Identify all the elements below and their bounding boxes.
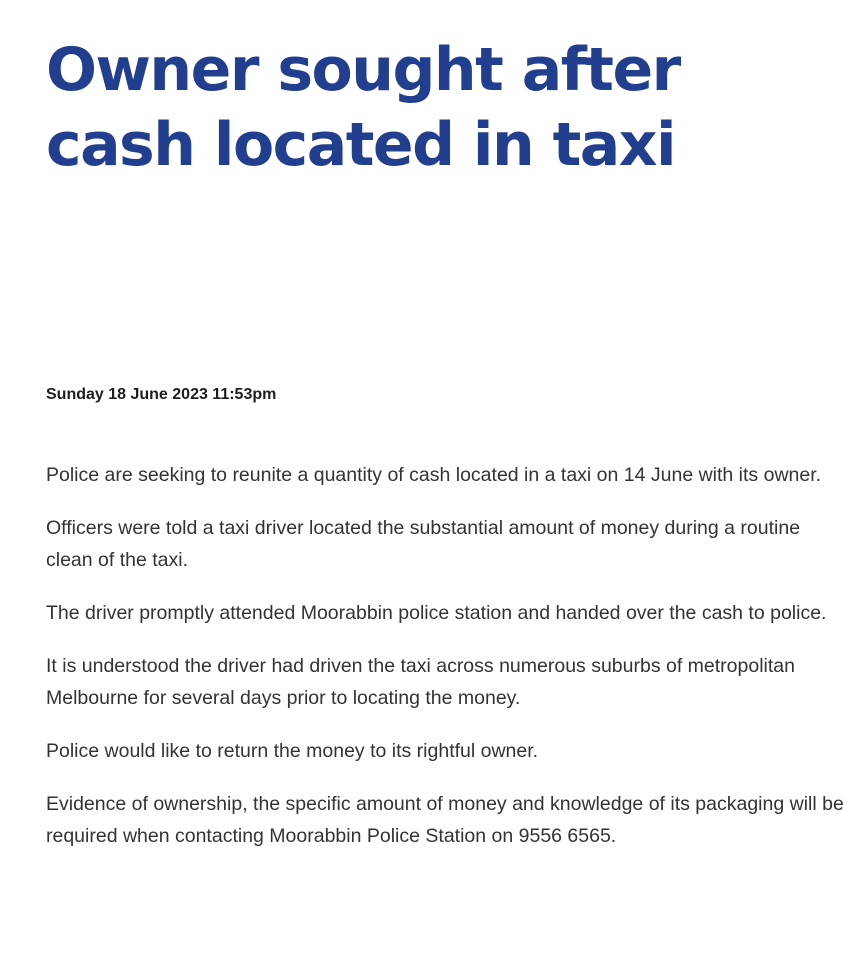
article-paragraph: Evidence of ownership, the specific amount of money and knowledge of its packaging will be required when contacting Moorabbin Police Station on 9556 6565. — [46, 793, 844, 847]
article-paragraph: The driver promptly attended Moorabbin police station and handed over the cash to police. — [46, 602, 827, 624]
article-paragraph: Police would like to return the money to its rightful owner. — [46, 740, 539, 762]
article-date: Sunday 18 June 2023 11:53pm — [46, 386, 277, 403]
article-title-line-1: Owner sought after — [46, 35, 680, 105]
article-paragraph: Police are seeking to reunite a quantity of cash located in a taxi on 14 June with its owner. — [46, 464, 822, 486]
article-paragraph: Officers were told a taxi driver located the substantial amount of money during a routine clean of the taxi. — [46, 517, 801, 571]
article-title-line-2: cash located in taxi — [46, 110, 676, 180]
news-article — [46, 0, 852, 847]
article-title — [46, 0, 852, 183]
article-paragraph: It is understood the driver had driven the taxi across numerous suburbs of metropolitan Melbourne for several days prior to locating the money. — [46, 655, 795, 709]
article-body — [46, 459, 852, 873]
